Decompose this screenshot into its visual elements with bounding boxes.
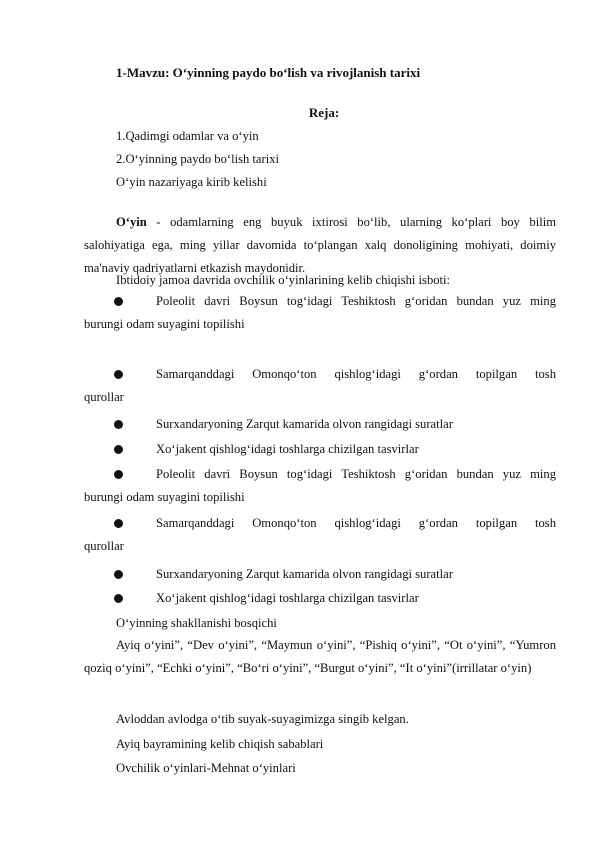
list-item-text: Samarqanddagi Omonqo‘ton qishlog‘idagi g‘ordan topilgan tosh [156, 516, 556, 530]
formation-heading: O‘yinning shakllanishi bosqichi [116, 616, 277, 630]
page-title: 1-Mavzu: O‘yinning paydo bo‘lish va rivojlanish tarixi [116, 65, 421, 80]
definition-term: O‘yin [116, 215, 147, 229]
list-item [84, 290, 556, 336]
bullet-icon [114, 519, 123, 528]
list-item-text: Surxandaryoning Zarqut kamarida olvon rangidagi suratlar [156, 417, 453, 431]
list-item-text: Surxandaryoning Zarqut kamarida olvon rangidagi suratlar [156, 567, 453, 581]
bullet-icon [114, 470, 123, 479]
bullet-icon [114, 594, 123, 603]
plan-item: 2.O‘yinning paydo bo‘lish tarixi [116, 152, 279, 166]
games-paragraph [84, 634, 556, 680]
list-item [84, 413, 556, 436]
closing-line: Avloddan avlodga o‘tib suyak-suyagimizga singib kelgan. [116, 712, 409, 726]
list-item [84, 463, 556, 509]
closing-line: Ayiq bayramining kelib chiqish sabablari [116, 737, 324, 751]
plan-item: 1.Qadimgi odamlar va o‘yin [116, 129, 259, 143]
bullet-icon [114, 420, 123, 429]
definition-text: - odamlarning eng buyuk ixtirosi bo‘lib, ularning ko‘plari boy bilim salohiyatiga ega, ming yillar davomida to‘plangan xalq donoligining mohiyati, doimiy ma'naviy qadriyatlarni etkazish maydonidir. [84, 215, 556, 275]
list-item [84, 438, 556, 461]
list-item-continuation: burungi odam suyagini topilishi [84, 317, 245, 331]
evidence-intro: Ibtidoiy jamoa davrida ovchilik o‘yinlarining kelib chiqishi isboti: [116, 273, 451, 287]
list-item [84, 563, 556, 586]
closing-line: Ovchilik o‘yinlari-Mehnat o‘yinlari [116, 761, 296, 775]
definition-paragraph [84, 211, 556, 280]
list-item-continuation: qurollar [84, 539, 124, 553]
list-item [84, 363, 556, 409]
list-item-text: Samarqanddagi Omonqo‘ton qishlog‘idagi g‘ordan topilgan tosh [156, 367, 556, 381]
bullet-icon [114, 297, 123, 306]
list-item [84, 512, 556, 558]
list-item [84, 587, 556, 610]
list-item-text: Poleolit davri Boysun tog‘idagi Teshiktosh g‘oridan bundan yuz ming [156, 294, 556, 308]
bullet-icon [114, 445, 123, 454]
bullet-icon [114, 570, 123, 579]
list-item-text: Xo‘jakent qishlog‘idagi toshlarga chizilgan tasvirlar [156, 442, 419, 456]
list-item-text: Xo‘jakent qishlog‘idagi toshlarga chizilgan tasvirlar [156, 591, 419, 605]
games-list: Ayiq o‘yini”, “Dev o‘yini”, “Maymun o‘yini”, “Pishiq o‘yini”, “Ot o‘yini”, “Yumron qoziq o‘yini”, “Echki o‘yini”, “Bo‘ri o‘yini”, “Burgut o‘yini”, “It o‘yini”(irrillatar o‘yin) [84, 638, 556, 675]
plan-heading: Reja: [308, 105, 340, 120]
bullet-icon [114, 370, 123, 379]
list-item-continuation: qurollar [84, 390, 124, 404]
plan-item: O‘yin nazariyaga kirib kelishi [116, 175, 267, 189]
list-item-continuation: burungi odam suyagini topilishi [84, 490, 245, 504]
list-item-text: Poleolit davri Boysun tog‘idagi Teshiktosh g‘oridan bundan yuz ming [156, 467, 556, 481]
